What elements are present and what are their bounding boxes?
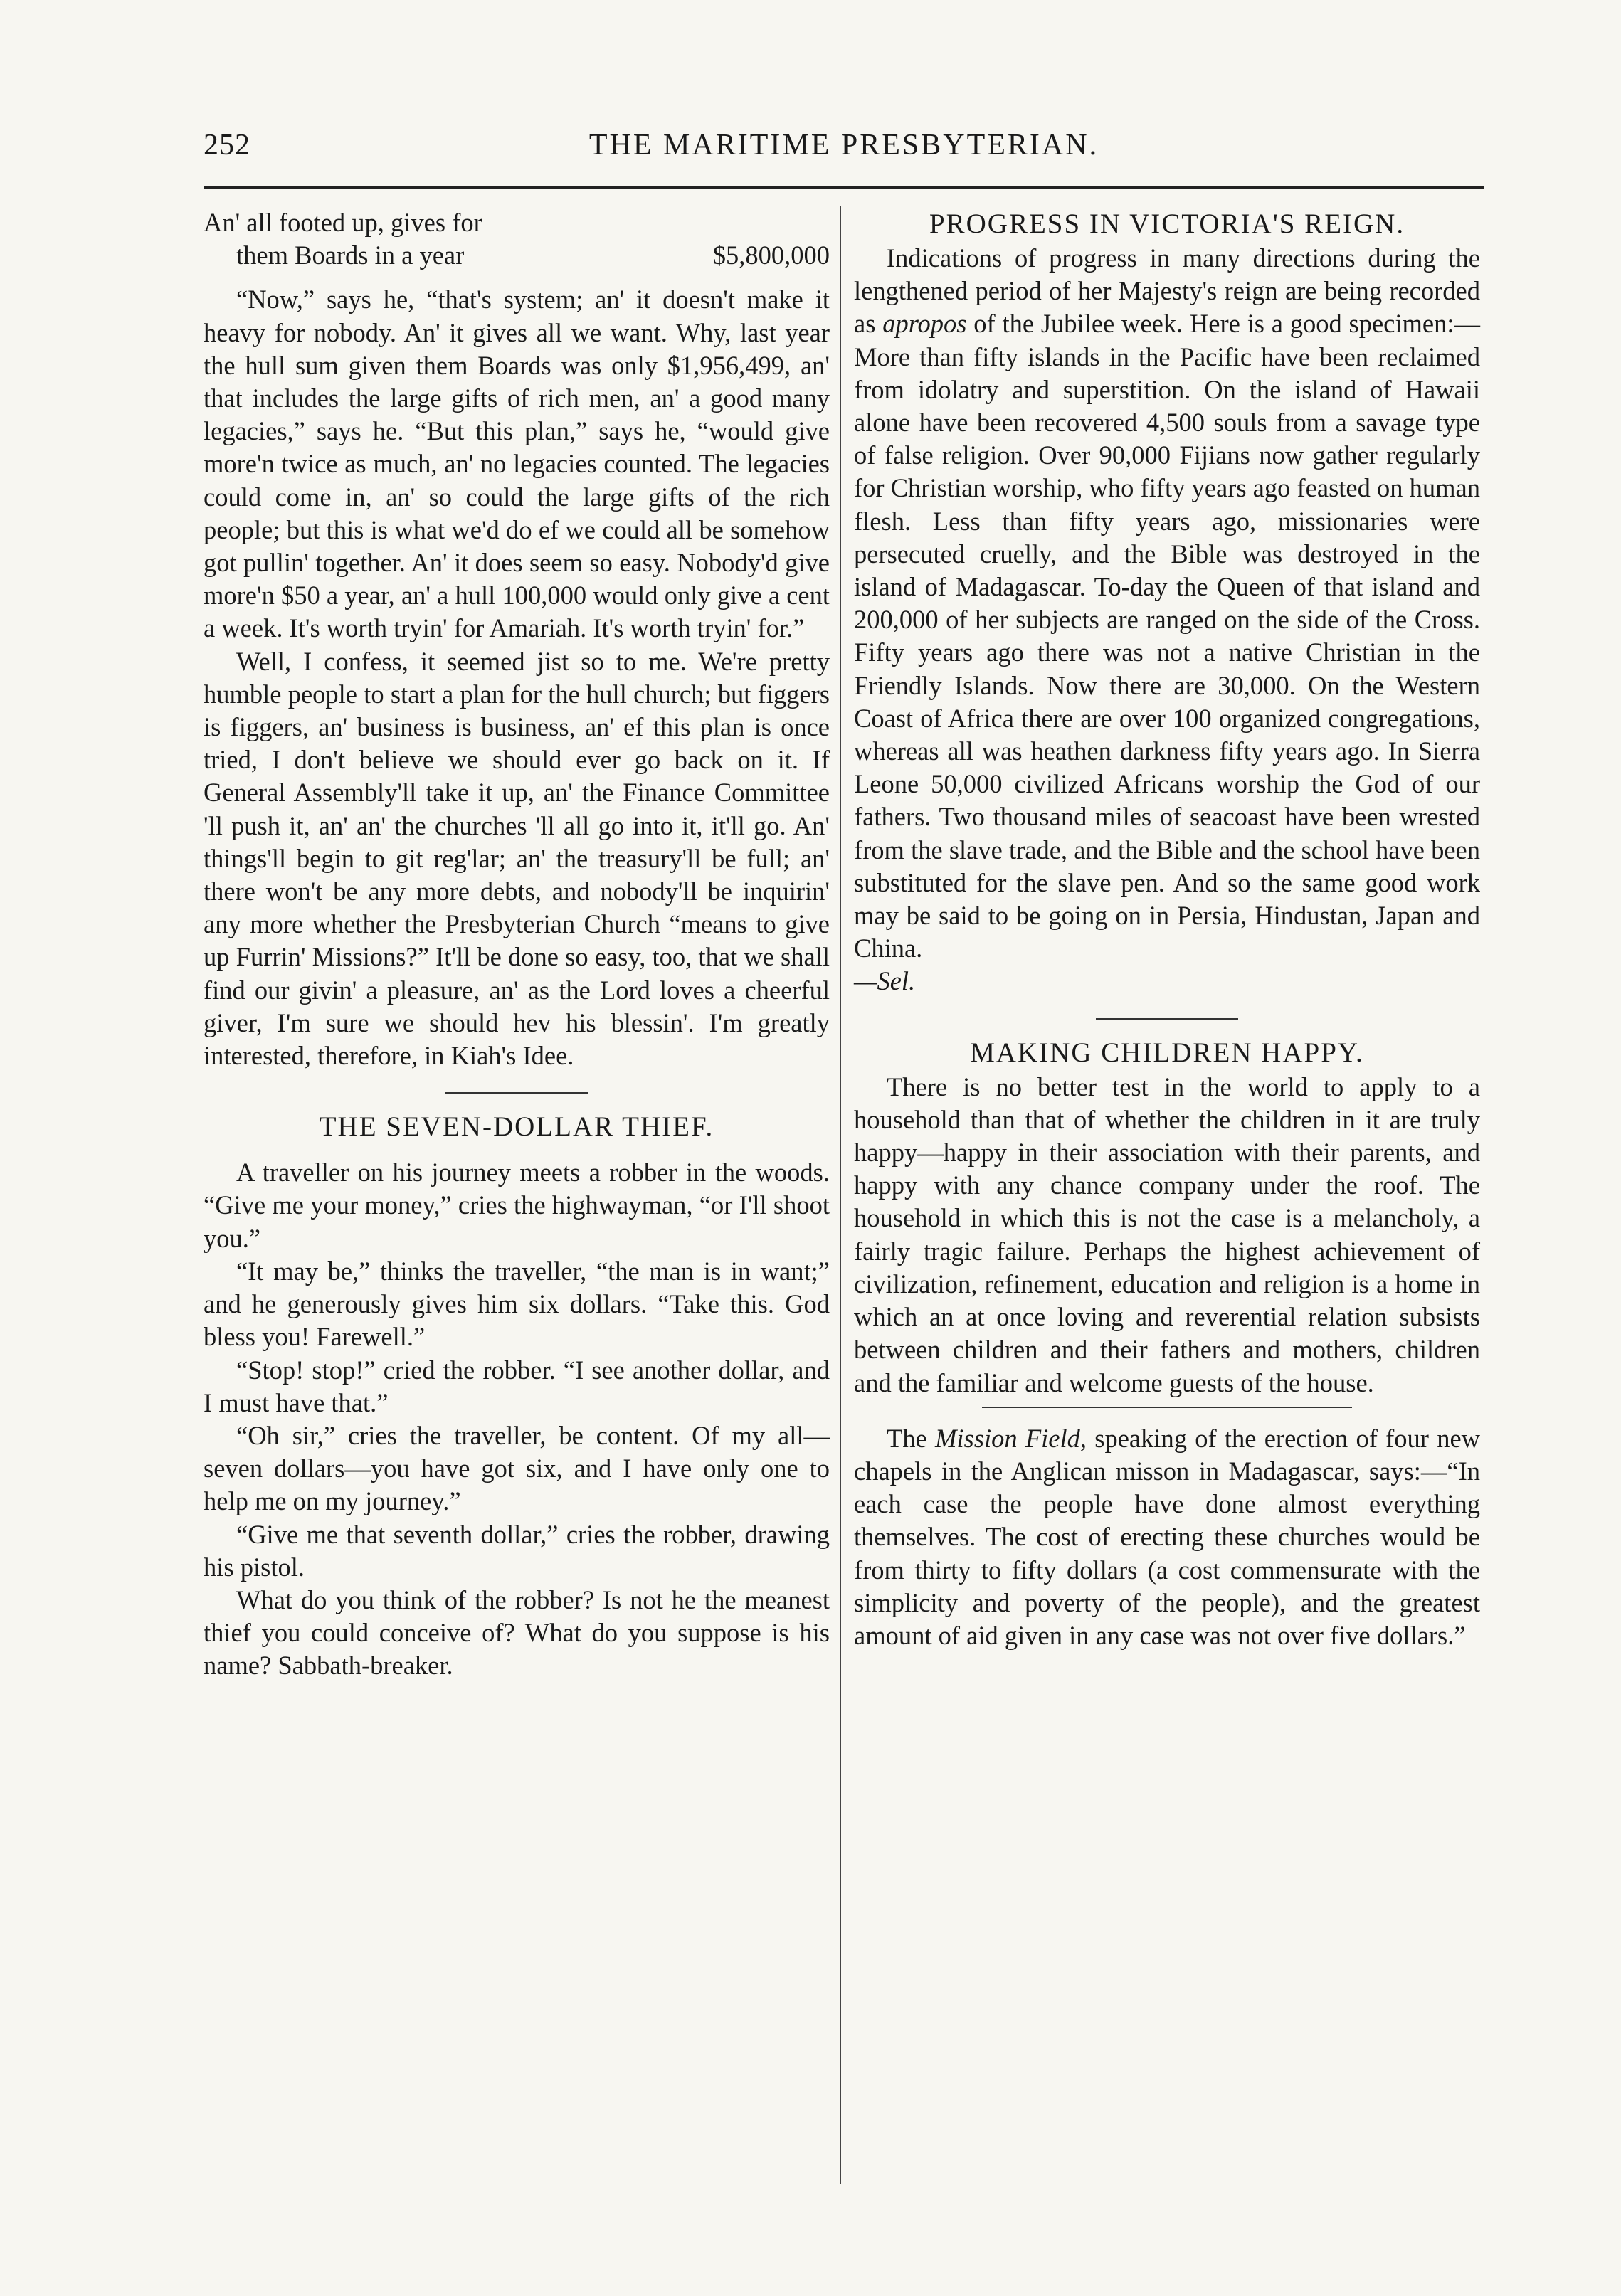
signature: —Sel.	[854, 966, 916, 996]
article-heading: PROGRESS IN VICTORIA'S REIGN.	[929, 208, 1405, 239]
section-divider	[445, 1092, 588, 1094]
paragraph: “It may be,” thinks the traveller, “the man is in want;” and he generously gives him six dollars. “Take this. God bless you! Farewell.”	[204, 1256, 830, 1352]
paragraph: “Now,” says he, “that's system; an' it doesn't make it heavy for nobody. An' it gives all we want. Why, last year the hull sum given them Boards was only $1,956,499, an' that includes the large gifts of rich men, an' a good many legacies,” says he. “But this plan,” says he, “would give more'n twice as much, an' no legacies counted. The legacies could come in, an' so could the large gifts of the rich people; but this is what we'd do ef we could all be somehow got pullin' together. An' it does seem so easy. Nobody'd give more'n $50 a year, an' a hull 100,000 would only give a cent a week. It's worth tryin' for Amariah. It's worth tryin' for.”	[204, 285, 830, 643]
paragraph: “Oh sir,” cries the traveller, be content. Of my all—seven dollars—you have got six, and I have only one to help me on my journey.”	[204, 1420, 830, 1516]
page-header	[204, 121, 1484, 178]
paragraph: What do you think of the robber? Is not he the meanest thief you could conceive of? What do you suppose is his name? Sabbath-breaker.	[204, 1585, 830, 1681]
section-divider	[1096, 1018, 1238, 1020]
paragraph: The Mission Field, speaking of the erection of four new chapels in the Anglican misson in Madagascar, says:—“In each case the people have done almost everything themselves. The cost of erecting these churches would be from thirty to fifty dollars (a cost commensurate with the simplicity and poverty of the people), and the greatest amount of aid given in any case was not over five dollars.”	[854, 1423, 1481, 1650]
total-line	[204, 239, 830, 272]
column-divider	[840, 206, 841, 2184]
publication-title: Mission Field	[935, 1423, 1080, 1453]
italic-word: apropos	[882, 309, 967, 339]
paragraph: “Stop! stop!” cried the robber. “I see another dollar, and I must have that.”	[204, 1355, 830, 1417]
article-heading: THE SEVEN-DOLLAR THIEF.	[319, 1111, 714, 1143]
article-heading: MAKING CHILDREN HAPPY.	[970, 1037, 1364, 1068]
header-rule	[204, 186, 1484, 189]
section-divider	[982, 1407, 1352, 1408]
left-column	[204, 206, 830, 1683]
page-number: 252	[204, 129, 250, 162]
paragraph: There is no better test in the world to apply to a household than that of whether the children in it are truly happy—happy in their association with their parents, and happy with any chance company under the roof. The household in which this is not the case is a melancholy, a fairly tragic failure. Perhaps the highest achievement of civilization, refinement, education and religion is a home in which an at once loving and reverential relation subsists between children and their fathers and mothers, children and the familiar and welcome guests of the house.	[854, 1072, 1480, 1397]
paragraph: Indications of progress in many directions during the lengthened period of her Majesty's reign are being recorded as apropos of the Jubilee week. Here is a good specimen:—More than fifty islands in the Pacific have been reclaimed from idolatry and superstition. On the island of Hawaii alone have been recovered 4,500 souls from a savage type of false religion. Over 90,000 Fijians now gather regularly for Christian worship, who fifty years ago feasted on human flesh. Less than fifty years ago, missionaries were persecuted cruelly, and the Bible was destroyed in the island of Madagascar. To-day the Queen of that island and 200,000 of her subjects are ranged on the side of the Cross. Fifty years ago there was not a native Christian in the Friendly Islands. Now there are 30,000. On the Western Coast of Africa there are over 100 organized congregations, whereas all was heathen darkness fifty years ago. In Sierra Leone 50,000 civilized Africans worship the God of our fathers. Two thousand miles of seacoast have been wrested from the slave trade, and the Bible and the school have been substituted for the slave pen. And so the same good work may be said to be going on in Persia, Hindustan, Japan and China.	[854, 243, 1480, 963]
paragraph: A traveller on his journey meets a robber in the woods. “Give me your money,” cries the highwayman, “or I'll shoot you.”	[204, 1158, 830, 1253]
paragraph: “Give me that seventh dollar,” cries the robber, drawing his pistol.	[204, 1519, 830, 1582]
total-amount: $5,800,000	[712, 240, 830, 270]
opening-line: An' all footed up, gives for	[204, 208, 482, 237]
paragraph: Well, I confess, it seemed jist so to me. We're pretty humble people to start a plan for the hull church; but figgers is figgers, an' business is business, an' ef this plan is once tried, I don't believe we should ever go back on it. If General Assembly'll take it up, an' the Finance Committee 'll push it, an' an' the churches 'll all go into it, it'll go. An' things'll begin to git reg'lar; an' the treasury'll be full; an' there won't be any more debts, and nobody'll be inquirin' any more whether the Presbyterian Church “means to give up Furrin' Missions?” It'll be done so easy, too, that we shall find our givin' a pleasure, an' as the Lord loves a cheerful giver, I'm sure we should hev his blessin'. I'm greatly interested, therefore, in Kiah's Idee.	[204, 646, 830, 1071]
total-label: them Boards in a year	[236, 240, 465, 270]
running-title: THE MARITIME PRESBYTERIAN.	[588, 129, 1099, 162]
right-column	[854, 206, 1480, 1652]
